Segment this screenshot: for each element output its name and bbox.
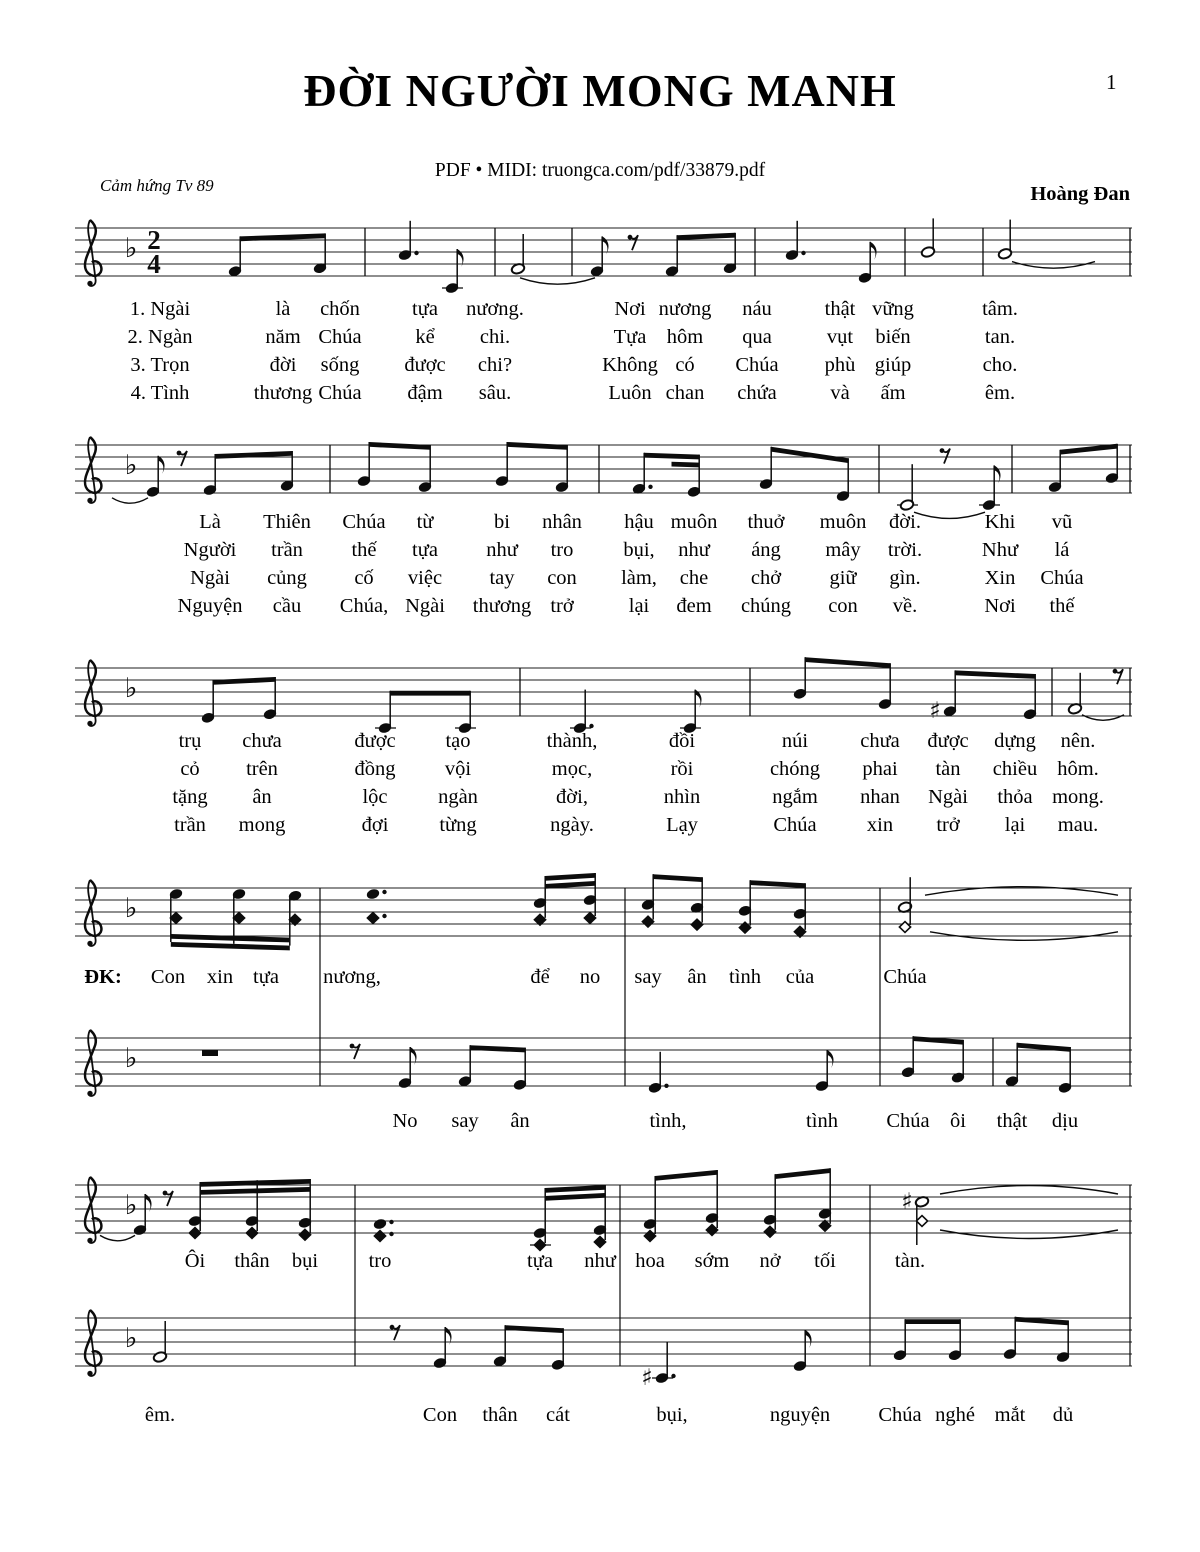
staff [75,1168,1132,1250]
lyric-word: xin [206,966,234,988]
lyric-word: Ngài [405,595,445,617]
lyric-word: mọc, [551,758,593,780]
lyric-word: Con [150,966,186,988]
lyric-word: cầu [272,595,302,617]
lyric-word: củng [267,567,307,589]
lyric-word: vũ [1051,511,1073,533]
lyric-word: Thiên [263,511,311,533]
lyric-word: bi [494,511,510,533]
lyric-word: tâm. [982,298,1018,320]
lyric-word: áng [751,539,781,561]
lyric-word: tình [729,966,761,988]
staff [75,1310,1132,1391]
staff [75,1030,1132,1096]
lyric-word: ấm [880,382,906,404]
lyric-word: được [927,730,969,752]
lyric-word: ngày. [550,814,594,836]
lyric-word: nhan [860,786,900,808]
lyric-word: thế [1049,595,1075,617]
lyric-word: thế [351,539,377,561]
lyric-word: đời [269,354,297,376]
lyric-word: thật [996,1110,1028,1132]
lyric-word: hoa [635,1250,665,1272]
lyric-word: để [530,966,550,988]
lyric-word: chưa [242,730,282,752]
svg-text:♭: ♭ [124,233,138,264]
lyric-word: 1. Ngài [129,298,191,320]
lyric-word: đợi [361,814,389,836]
lyric-word: tình [806,1110,838,1132]
lyric-word: cố [354,567,374,589]
lyric-word: cỏ [180,758,200,780]
svg-text:♭: ♭ [124,673,138,704]
lyric-word: chốn [320,298,360,320]
lyric-word: Như [981,539,1019,561]
lyric-word: Xin [984,567,1016,589]
lyric-word: Nơi [614,298,646,320]
lyric-word: thân [234,1250,270,1272]
lyric-word: từ [416,511,434,533]
lyric-word: che [679,567,709,589]
inspiration-note: Cảm hứng Tv 89 [100,176,214,195]
song-title: ĐỜI NGƯỜI MONG MANH [303,65,897,116]
lyric-word: chóng [769,758,821,780]
lyric-word: vội [444,758,472,780]
lyric-word: dựng [994,730,1036,752]
lyric-word: Ngài [928,786,968,808]
svg-text:♭: ♭ [124,1323,138,1354]
lyric-word: 4. Tình [130,382,190,404]
lyric-word: lại [1004,814,1026,836]
lyric-word: say [451,1110,479,1132]
lyric-word: trần [174,814,206,836]
lyric-word: như [486,539,518,561]
lyric-word: hôm. [1057,758,1099,780]
lyric-word: của [785,966,815,988]
lyric-word: đồi [668,730,696,752]
lyric-word: gìn. [889,567,921,589]
lyric-word: thương [253,382,313,404]
lyric-word: 2. Ngàn [127,326,193,348]
lyric-word: giúp [874,354,912,376]
lyric-word: trên [246,758,278,780]
lyric-word: tựa [412,539,438,561]
lyric-word: ân [510,1110,530,1132]
lyric-word: Chúa [886,1110,930,1132]
lyric-word: kể [415,326,435,348]
lyric-word: trời. [887,539,923,561]
lyric-word: trở [550,595,574,617]
lyric-word: Nguyện [177,595,243,617]
lyric-word: dủ [1052,1404,1074,1426]
svg-text:2: 2 [147,225,161,255]
lyric-word: Chúa [342,511,386,533]
lyric-word: Chúa [318,326,362,348]
lyric-word: Nơi [984,595,1016,617]
page-number: 1 [1106,70,1117,94]
lyric-word: ân [252,786,272,808]
svg-text:♯: ♯ [901,1188,913,1215]
lyric-word: đời. [889,511,921,533]
lyric-word: thỏa [997,786,1033,808]
lyric-word: tình, [649,1110,687,1132]
lyric-word: êm. [984,382,1016,404]
lyric-word: đem [676,595,712,617]
lyric-word: lá [1054,539,1070,561]
lyric-word: náu [742,298,772,320]
lyric-word: chưa [860,730,900,752]
svg-text:♭: ♭ [124,450,138,481]
lyric-word: bụi, [656,1404,688,1426]
lyric-word: rồi [670,758,694,780]
lyric-word: được [404,354,446,376]
lyric-word: cho. [982,354,1018,376]
lyric-word: nhìn [663,786,701,808]
lyric-word: cát [546,1404,570,1426]
lyric-word: muôn [819,511,867,533]
lyric-word: Tựa [613,326,647,348]
lyric-word: No [392,1110,418,1132]
lyric-word: muôn [670,511,718,533]
lyric-word: đồng [354,758,396,780]
staff [75,873,1132,950]
lyric-word: đậm [407,382,443,404]
lyric-word: Chúa, [339,595,389,617]
lyric-word: Chúa [735,354,779,376]
lyric-word: Lạy [666,814,698,836]
lyric-word: ngàn [438,786,478,808]
lyric-word: con [828,595,858,617]
lyric-word: nên. [1060,730,1096,752]
lyric-word: chi. [479,326,511,348]
lyric-word: mây [825,539,861,561]
lyric-word: có [675,354,695,376]
lyric-word: vụt [826,326,854,348]
lyric-word: năm [265,326,301,348]
lyric-word: chứa [737,382,777,404]
staff [75,218,1132,294]
lyric-word: tay [489,567,515,589]
lyric-word: tựa [253,966,279,988]
lyric-word: mau. [1057,814,1099,836]
lyric-word: được [354,730,396,752]
lyric-word: Luôn [608,382,652,404]
lyric-word: hôm [666,326,704,348]
lyric-word: mong. [1052,786,1104,808]
lyric-word: trở [936,814,960,836]
lyric-word: thuở [747,511,785,533]
lyric-word: Chúa [318,382,362,404]
lyric-word: Khi [984,511,1016,533]
svg-text:♯: ♯ [641,1365,653,1391]
lyric-word: Là [199,511,221,533]
lyric-word: tàn. [894,1250,926,1272]
lyric-word: tàn [935,758,961,780]
lyric-word: nương. [466,298,524,320]
lyric-word: ôi [950,1110,966,1132]
lyric-word: Chúa [773,814,817,836]
lyric-word: no [579,966,601,988]
lyric-word: nương, [323,966,381,988]
lyric-word: tối [814,1250,836,1272]
lyric-word: mong [238,814,286,836]
lyric-word: nguyện [769,1404,831,1426]
lyric-word: việc [407,567,443,589]
lyric-word: ân [687,966,707,988]
lyric-word: Chúa [878,1404,922,1426]
lyric-word: sâu. [478,382,512,404]
lyric-word: hậu [624,511,654,533]
staff [75,657,1132,734]
lyric-word: sống [320,354,360,376]
lyric-word: ĐK: [84,966,122,988]
lyric-word: về. [892,595,918,617]
lyric-word: ngắm [772,786,818,808]
svg-text:4: 4 [147,249,161,279]
lyric-word: đời, [556,786,588,808]
lyric-word: bụi [291,1250,319,1272]
lyric-word: trần [271,539,303,561]
lyric-word: lộc [362,786,388,808]
lyric-word: tạo [445,730,471,752]
lyric-word: Ôi [184,1250,206,1272]
lyric-word: lại [628,595,650,617]
lyric-word: chi? [477,354,513,376]
lyric-word: Ngài [190,567,230,589]
lyric-word: như [584,1250,616,1272]
lyric-word: êm. [144,1404,176,1426]
lyric-word: tan. [984,326,1016,348]
lyric-word: chiều [992,758,1038,780]
lyric-word: là [275,298,291,320]
lyric-word: bụi, [623,539,655,561]
lyric-word: nhân [542,511,582,533]
lyric-word: Con [422,1404,458,1426]
lyric-word: dịu [1051,1110,1079,1132]
lyric-word: Chúa [883,966,927,988]
lyric-word: mắt [994,1404,1026,1426]
lyric-word: tro [550,539,574,561]
lyric-word: qua [742,326,772,348]
lyric-word: chở [750,567,782,589]
lyric-word: trụ [178,730,202,752]
lyric-word: say [634,966,662,988]
svg-text:♭: ♭ [124,1190,138,1221]
lyric-word: thân [482,1404,518,1426]
lyric-word: thật [824,298,856,320]
lyric-word: Người [183,539,237,561]
lyric-word: và [830,382,850,404]
lyric-word: tựa [527,1250,553,1272]
lyric-word: tựa [412,298,438,320]
lyric-word: tặng [172,786,208,808]
lyric-word: vững [872,298,914,320]
lyric-word: con [547,567,577,589]
lyric-word: thành, [546,730,598,752]
lyric-word: sớm [694,1250,730,1272]
svg-text:♭: ♭ [124,1043,138,1074]
lyric-word: biến [875,326,911,348]
lyric-word: giữ [829,567,857,589]
lyric-word: núi [781,730,809,752]
lyric-word: từng [439,814,477,836]
lyric-word: Chúa [1040,567,1084,589]
lyric-word: nở [759,1250,781,1272]
pdf-midi-line: PDF • MIDI: truongca.com/pdf/33879.pdf [434,160,766,181]
lyric-word: Không [602,354,658,376]
lyric-word: thương [472,595,532,617]
lyric-word: nương [658,298,712,320]
svg-text:♭: ♭ [124,893,138,924]
lyric-word: chúng [740,595,792,617]
lyric-word: như [678,539,710,561]
lyric-word: 3. Trọn [130,354,190,376]
lyric-word: xin [866,814,894,836]
lyric-word: nghé [935,1404,975,1426]
svg-text:♯: ♯ [929,698,941,725]
lyric-word: phai [862,758,898,780]
lyric-word: tro [368,1250,392,1272]
lyric-word: làm, [621,567,657,589]
lyric-word: chan [665,382,705,404]
staff [75,437,1132,518]
composer-name: Hoàng Đan [1030,183,1130,205]
lyric-word: phù [824,354,856,376]
